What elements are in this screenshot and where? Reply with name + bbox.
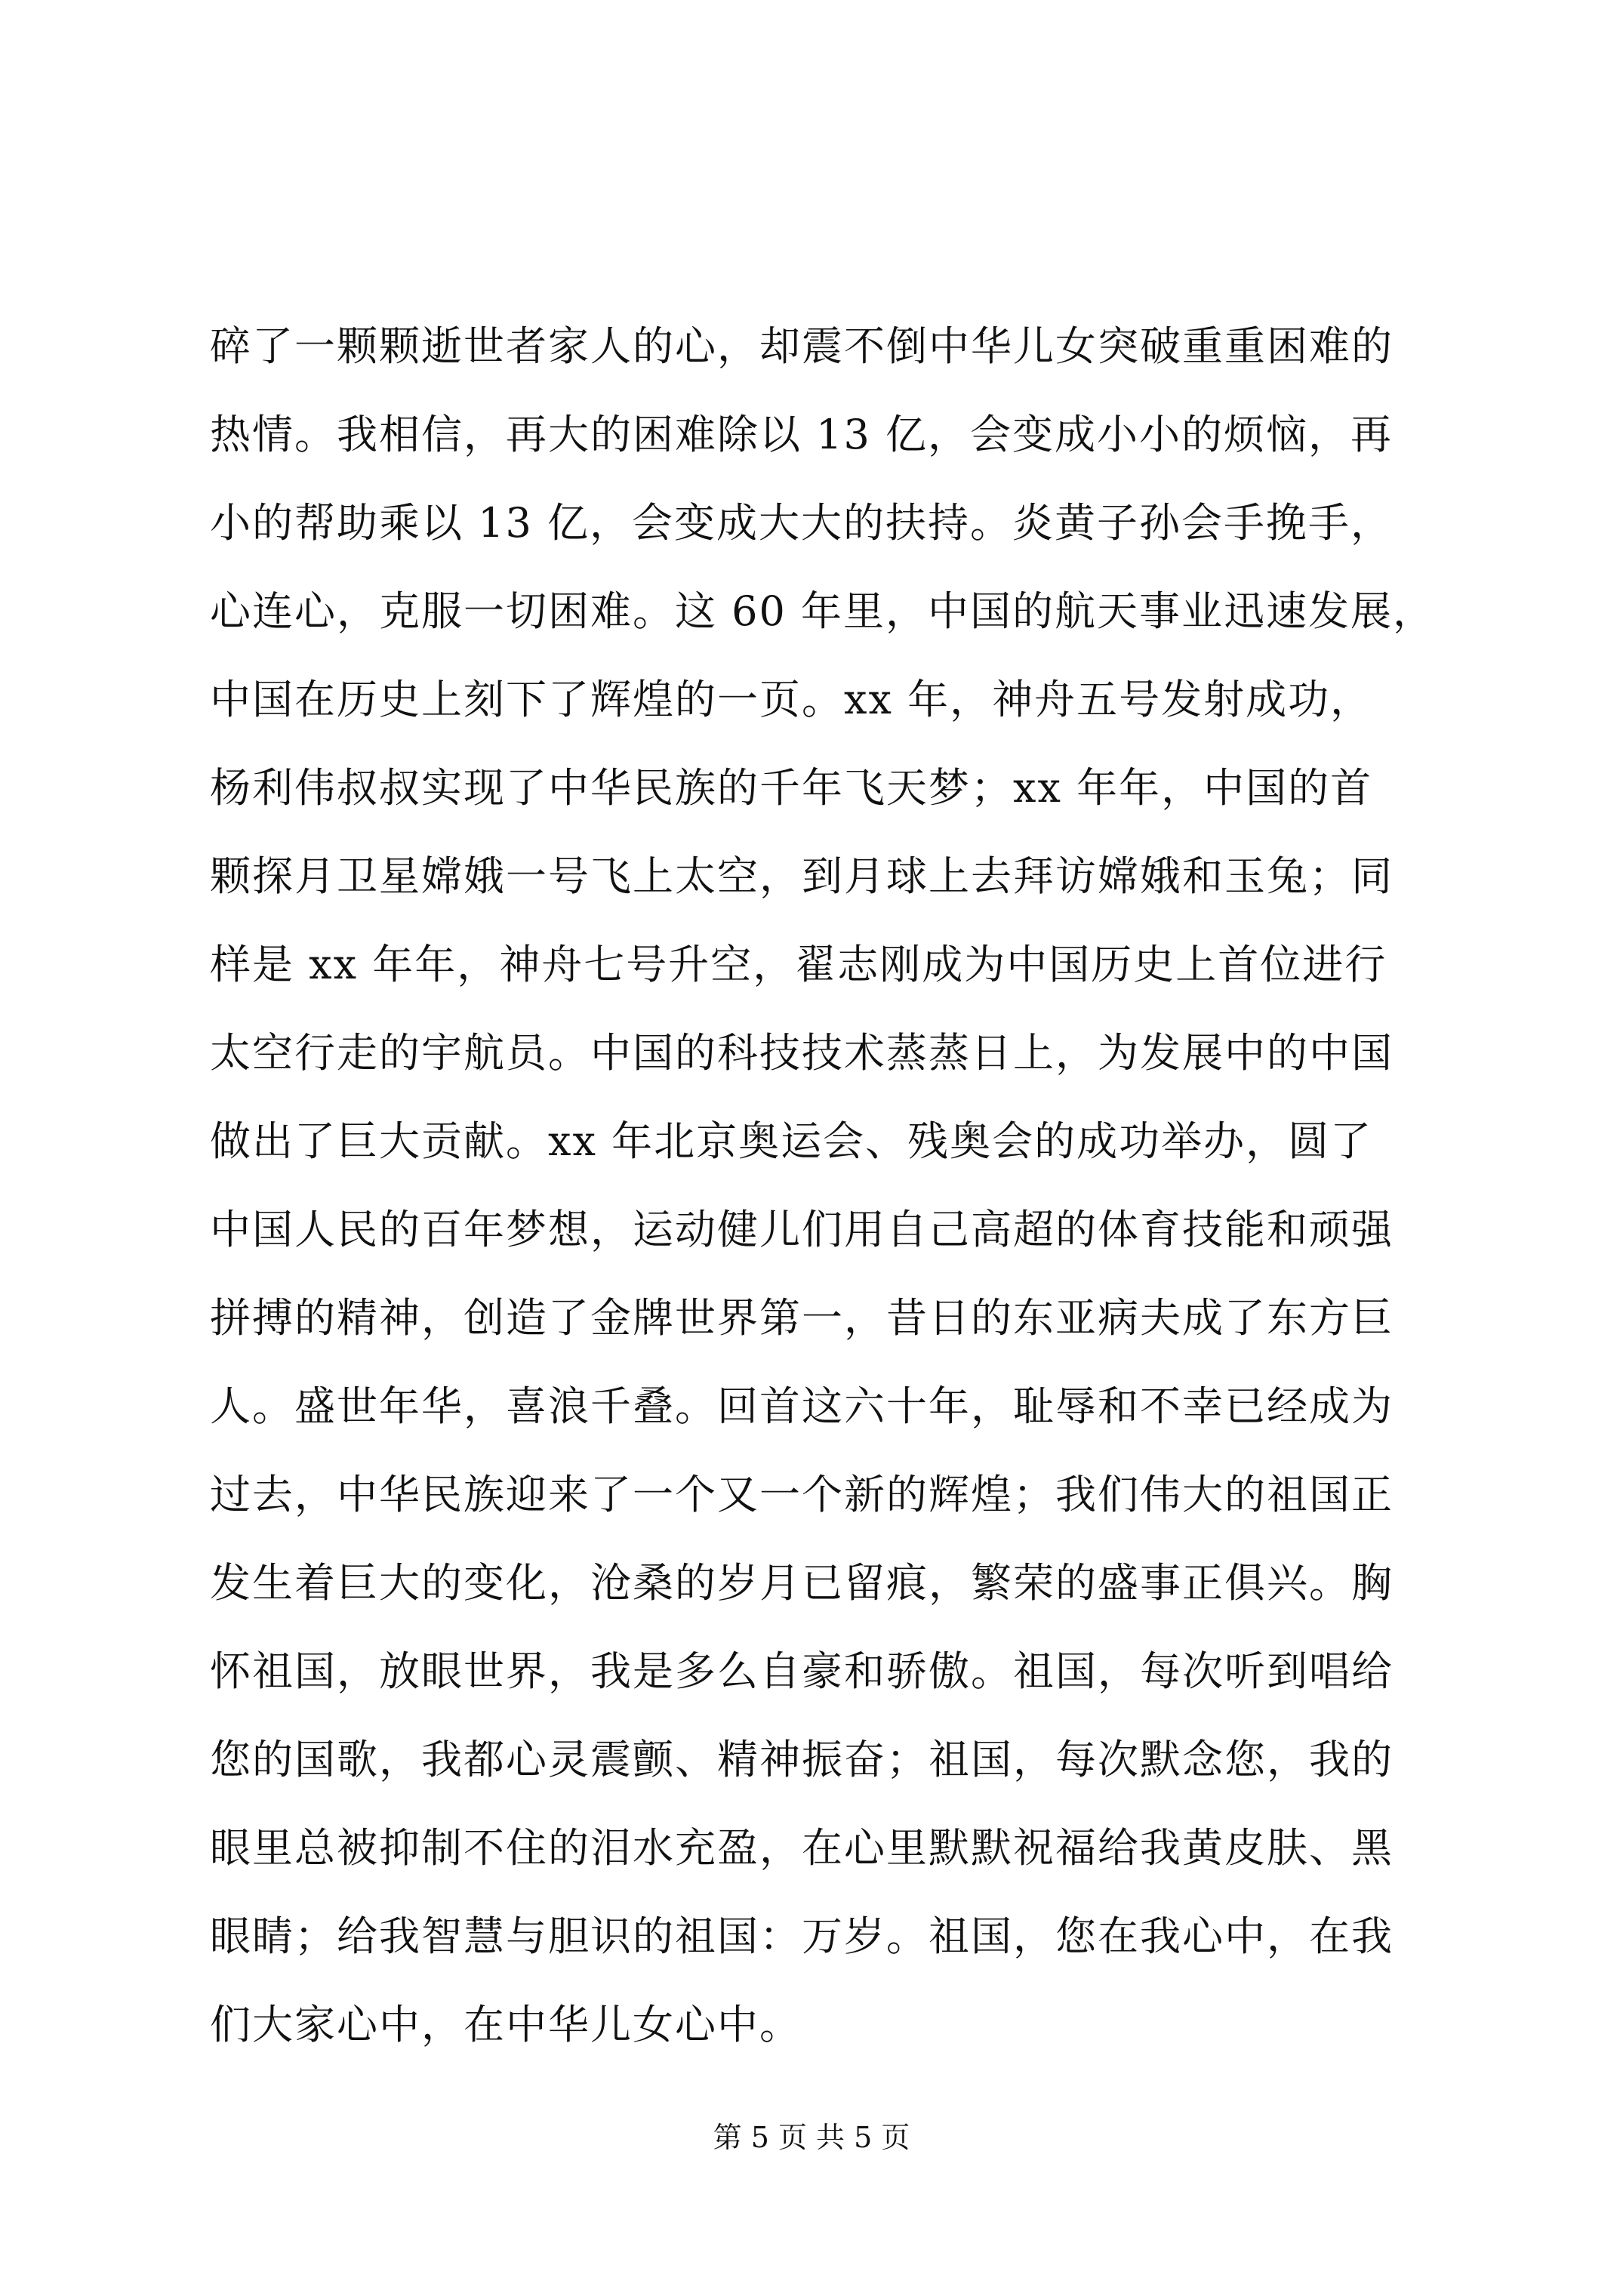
text-line-7: 颗探月卫星嫦娥一号飞上太空，到月球上去拜访嫦娥和玉兔；同 bbox=[210, 852, 1394, 900]
text-line-17: 您的国歌，我都心灵震颤、精神振奋；祖国，每次默念您，我的 bbox=[210, 1736, 1394, 1783]
text-line-6: 杨利伟叔叔实现了中华民族的千年飞天梦；xx 年年，中国的首 bbox=[210, 764, 1373, 812]
text-line-3: 小的帮助乘以 13 亿，会变成大大的扶持。炎黄子孙会手挽手， bbox=[210, 499, 1394, 547]
page-footer bbox=[0, 2119, 1623, 2156]
text-line-18: 眼里总被抑制不住的泪水充盈，在心里默默祝福给我黄皮肤、黑 bbox=[210, 1824, 1394, 1872]
text-line-13: 人。盛世年华，喜浪千叠。回首这六十年，耻辱和不幸已经成为 bbox=[210, 1382, 1394, 1430]
text-line-4: 心连心，克服一切困难。这 60 年里，中国的航天事业迅速发展， bbox=[210, 587, 1436, 635]
text-line-16: 怀祖国，放眼世界，我是多么自豪和骄傲。祖国，每次听到唱给 bbox=[210, 1647, 1394, 1695]
page-number-label: 第 5 页 共 5 页 bbox=[713, 2121, 910, 2154]
text-line-5: 中国在历史上刻下了辉煌的一页。xx 年，神舟五号发射成功， bbox=[210, 676, 1373, 723]
text-line-10: 做出了巨大贡献。xx 年北京奥运会、残奥会的成功举办，圆了 bbox=[210, 1117, 1373, 1165]
text-line-14: 过去，中华民族迎来了一个又一个新的辉煌；我们伟大的祖国正 bbox=[210, 1471, 1394, 1518]
text-line-1: 碎了一颗颗逝世者家人的心，却震不倒中华儿女突破重重困难的 bbox=[210, 322, 1394, 370]
text-line-15: 发生着巨大的变化，沧桑的岁月已留痕，繁荣的盛事正俱兴。胸 bbox=[210, 1559, 1394, 1607]
text-line-20: 们大家心中，在中华儿女心中。 bbox=[210, 2001, 802, 2048]
text-line-19: 眼睛；给我智慧与胆识的祖国：万岁。祖国，您在我心中，在我 bbox=[210, 1912, 1394, 1960]
text-line-12: 拼搏的精神，创造了金牌世界第一，昔日的东亚病夫成了东方巨 bbox=[210, 1294, 1394, 1342]
text-line-2: 热情。我相信，再大的困难除以 13 亿，会变成小小的烦恼，再 bbox=[210, 411, 1394, 458]
text-line-11: 中国人民的百年梦想，运动健儿们用自己高超的体育技能和顽强 bbox=[210, 1206, 1394, 1253]
body-text bbox=[210, 302, 1436, 2069]
text-line-9: 太空行走的宇航员。中国的科技技术蒸蒸日上，为发展中的中国 bbox=[210, 1029, 1394, 1077]
text-line-8: 样是 xx 年年，神舟七号升空，翟志刚成为中国历史上首位进行 bbox=[210, 941, 1387, 988]
